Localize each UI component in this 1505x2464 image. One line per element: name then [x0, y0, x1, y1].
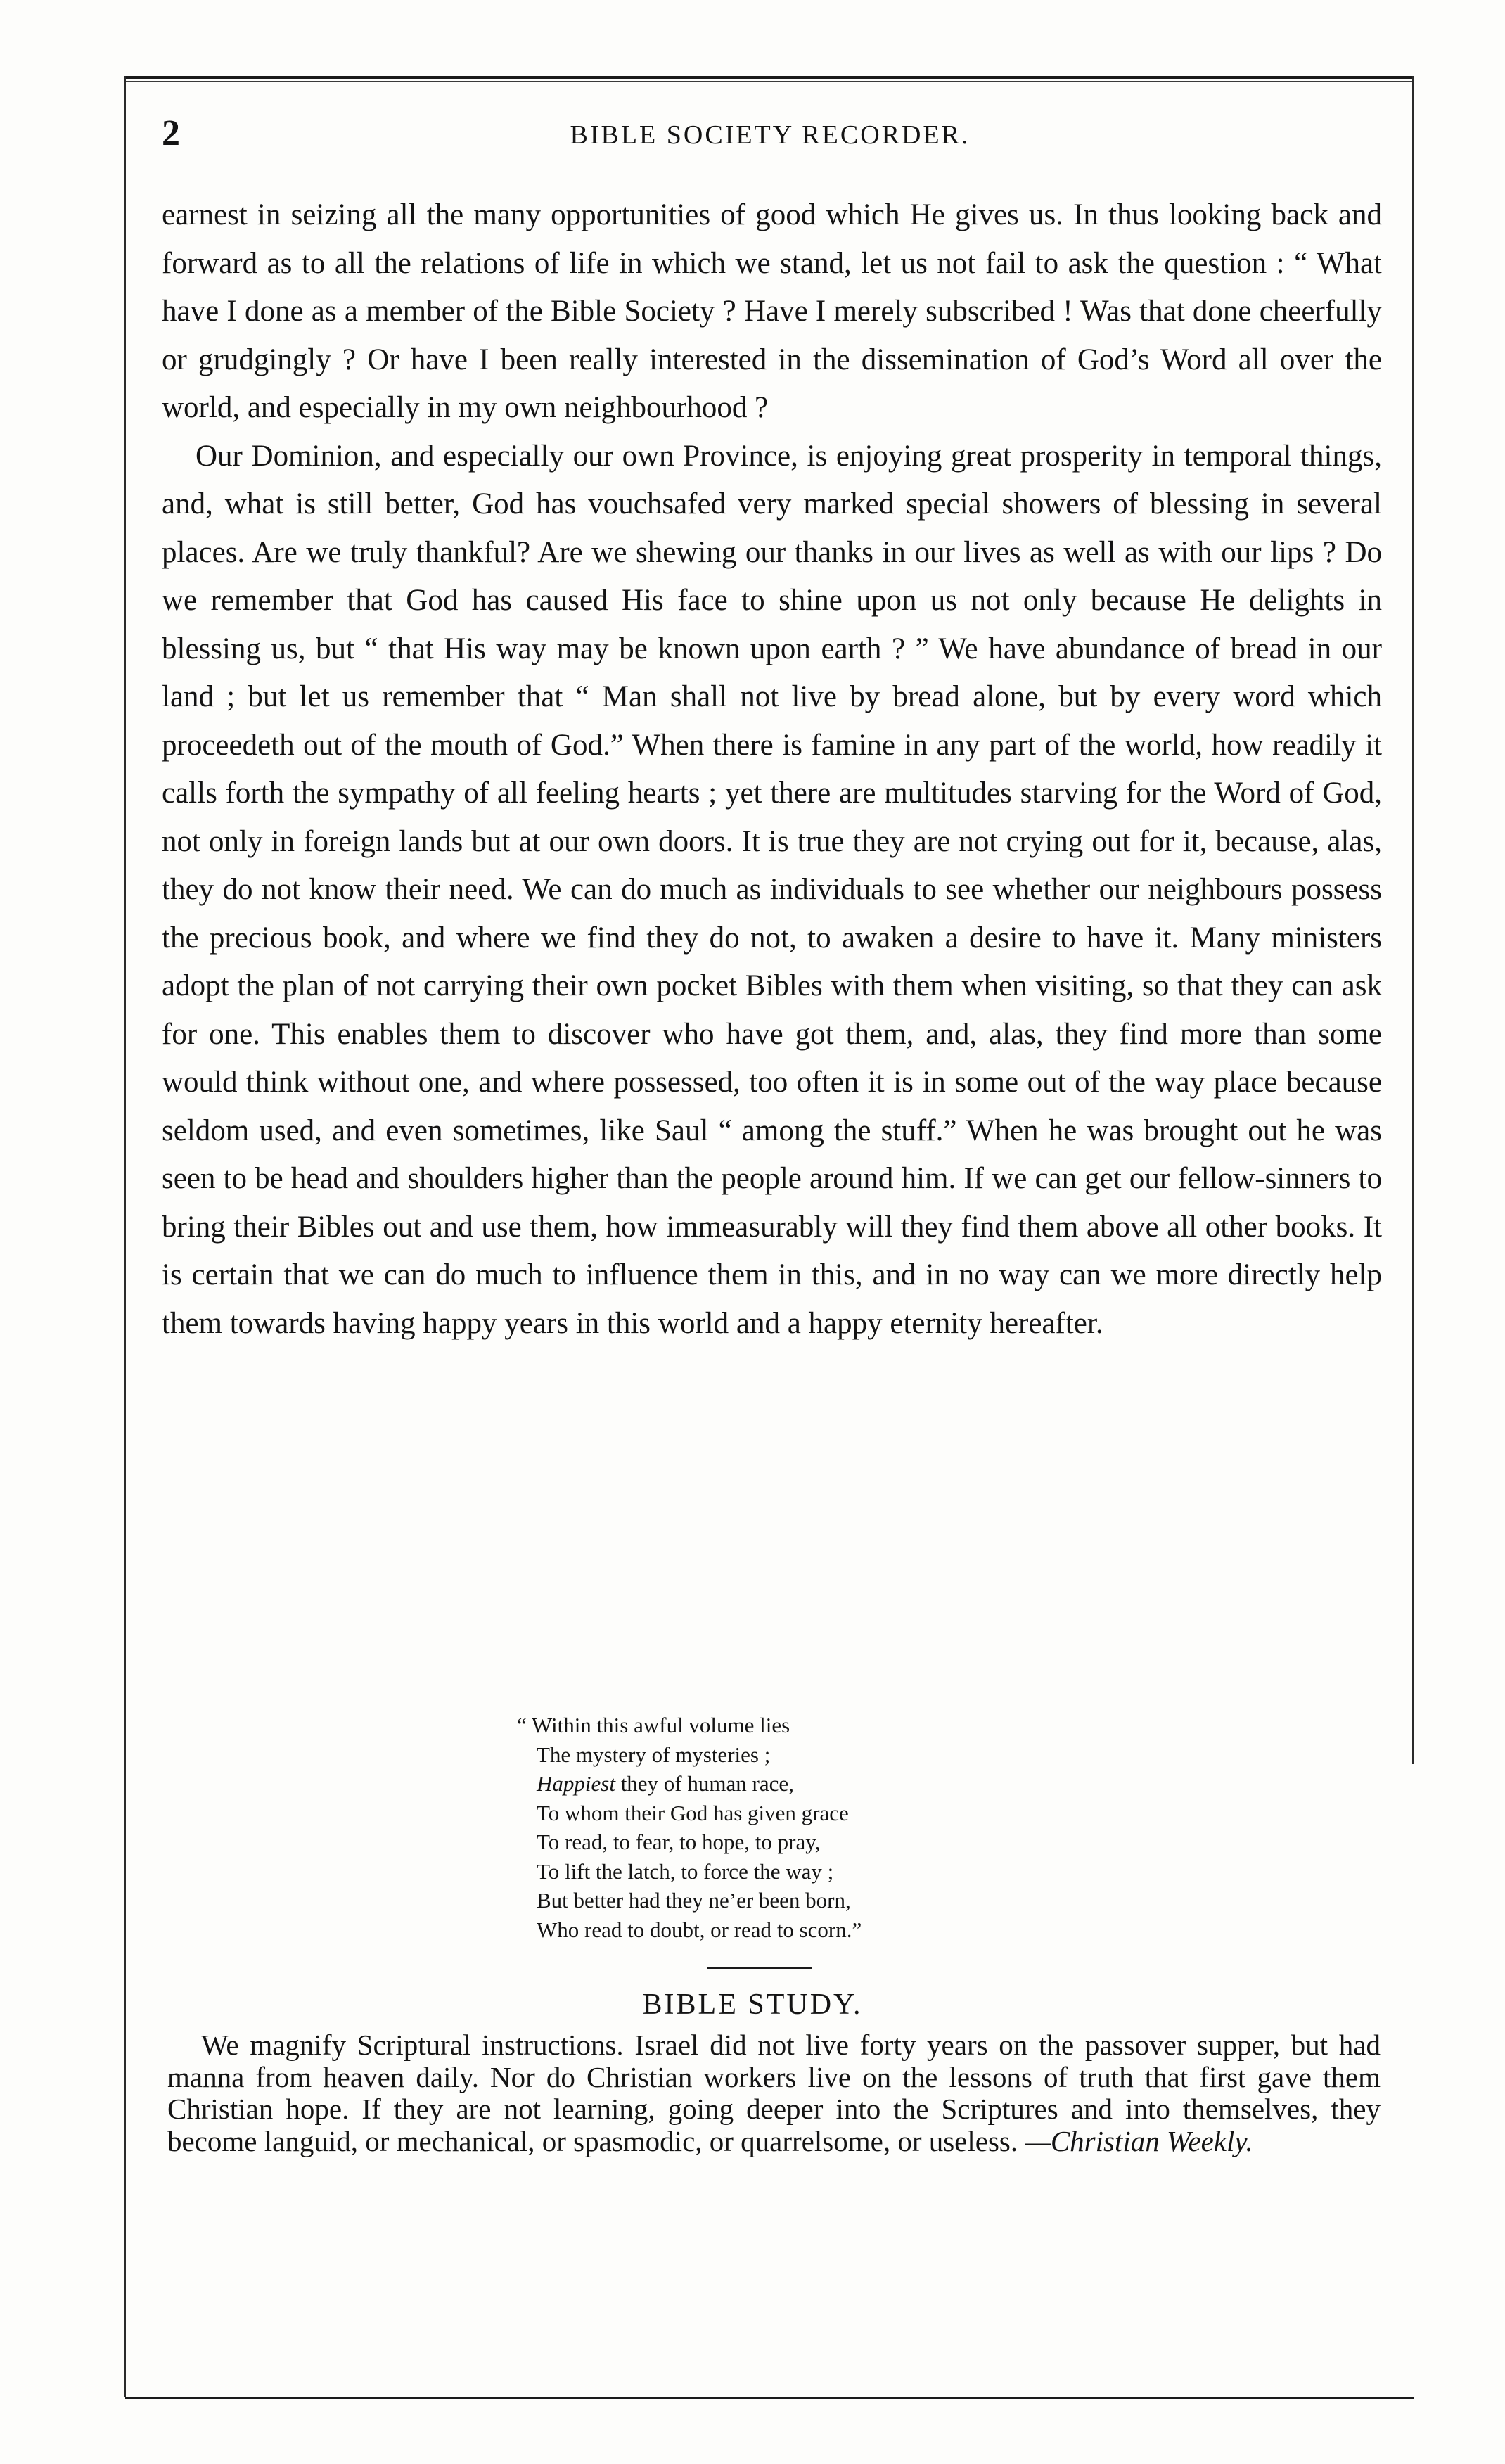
- bible-study-body: [167, 2029, 1381, 2157]
- right-border-rule: [1412, 76, 1414, 1764]
- paragraph-continued: earnest in seizing all the many opportunities of good which He gives us. In thus looking back and forward as to all the relations of life in which we stand, let us not fail to ask the question : “ What have I done as a member of the Bible Society ? Have I merely subscribed ! Was that done cheerfully or grudgingly ? Or have I been really interested in the dissemination of God’s Word all over the world, and especially in my own neighbourhood ?: [162, 198, 1382, 424]
- page-number: 2: [162, 113, 180, 153]
- section-separator-rule: [707, 1967, 812, 1969]
- top-border-hairline: [125, 81, 1414, 82]
- left-border-rule: [124, 76, 126, 2397]
- page-header: [162, 113, 1378, 155]
- attribution: —Christian Weekly.: [1025, 2124, 1253, 2157]
- running-title: BIBLE SOCIETY RECORDER.: [570, 120, 971, 150]
- poem-line: Who read to doubt, or read to scorn.”: [537, 1917, 862, 1942]
- poem-line-italic: [517, 1769, 1080, 1799]
- poem-line: “ Within this awful volume lies: [517, 1713, 790, 1737]
- article-body: [162, 191, 1382, 1348]
- poem-line: To whom their God has given grace: [537, 1800, 849, 1825]
- paragraph-dominion: Our Dominion, and especially our own Province, is enjoying great prosperity in temporal things, and, what is still better, God has vouchsafed very marked special showers of blessing in several places. Are we truly thankful? Are we shewing our thanks in our lives as well as with our lips ? Do we remember that God has caused His face to shine upon us not only because He delights in blessing us, but “ that His way may be known upon earth ? ” We have abundance of bread in our land ; but let us remember that “ Man shall not live by bread alone, but by every word which proceedeth out of the mouth of God.” When there is famine in any part of the world, how readily it calls forth the sympathy of all feeling hearts ; yet there are multitudes starving for the Word of God, not only in foreign lands but at our own doors. It is true they are not crying out for it, because, alas, they do not know their need. We can do much as individuals to see whether our neighbours possess the precious book, and where we find they do not, to awaken a desire to have it. Many ministers adopt the plan of not carrying their own pocket Bibles with them when visiting, so that they can ask for one. This enables them to discover who have got them, and, alas, they find more than some would think without one, and where possessed, too often it is in some out of the way place because seldom used, and even sometimes, like Saul “ among the stuff.” When he was brought out he was seen to be head and shoulders higher than the people around him. If we can get our fellow-sinners to bring their Bibles out and use them, how immeasurably will they find them above all other books. It is certain that we can do much to influence them in this, and in no way can we more directly help them towards having happy years in this world and a happy eternity hereafter.: [162, 439, 1382, 1340]
- poem-line: The mystery of mysteries ;: [537, 1742, 771, 1767]
- bottom-border-rule: [125, 2397, 1414, 2399]
- poem-line-rest: they of human race,: [615, 1771, 794, 1796]
- section-heading: BIBLE STUDY.: [642, 1989, 863, 2021]
- poem-line: To read, to fear, to hope, to pray,: [537, 1830, 821, 1854]
- poem-quotation: [517, 1711, 1080, 1944]
- poem-line: But better had they ne’er been born,: [537, 1888, 851, 1913]
- top-border-rule: [125, 76, 1414, 79]
- bible-study-paragraph: [167, 2029, 1381, 2157]
- poem-line: To lift the latch, to force the way ;: [537, 1858, 834, 1884]
- bible-study-text: We magnify Scriptural instructions. Israel did not live forty years on the passover supper, but had manna from heaven daily. Nor do Christian workers live on the lessons of truth that first gave them Christian hope. If they are not learning, going deeper into the Scriptures and into themselves, they become languid, or mechanical, or spasmodic, or quarrelsome, or useless.: [167, 2029, 1381, 2157]
- poem-italic-word: Happiest: [537, 1771, 615, 1796]
